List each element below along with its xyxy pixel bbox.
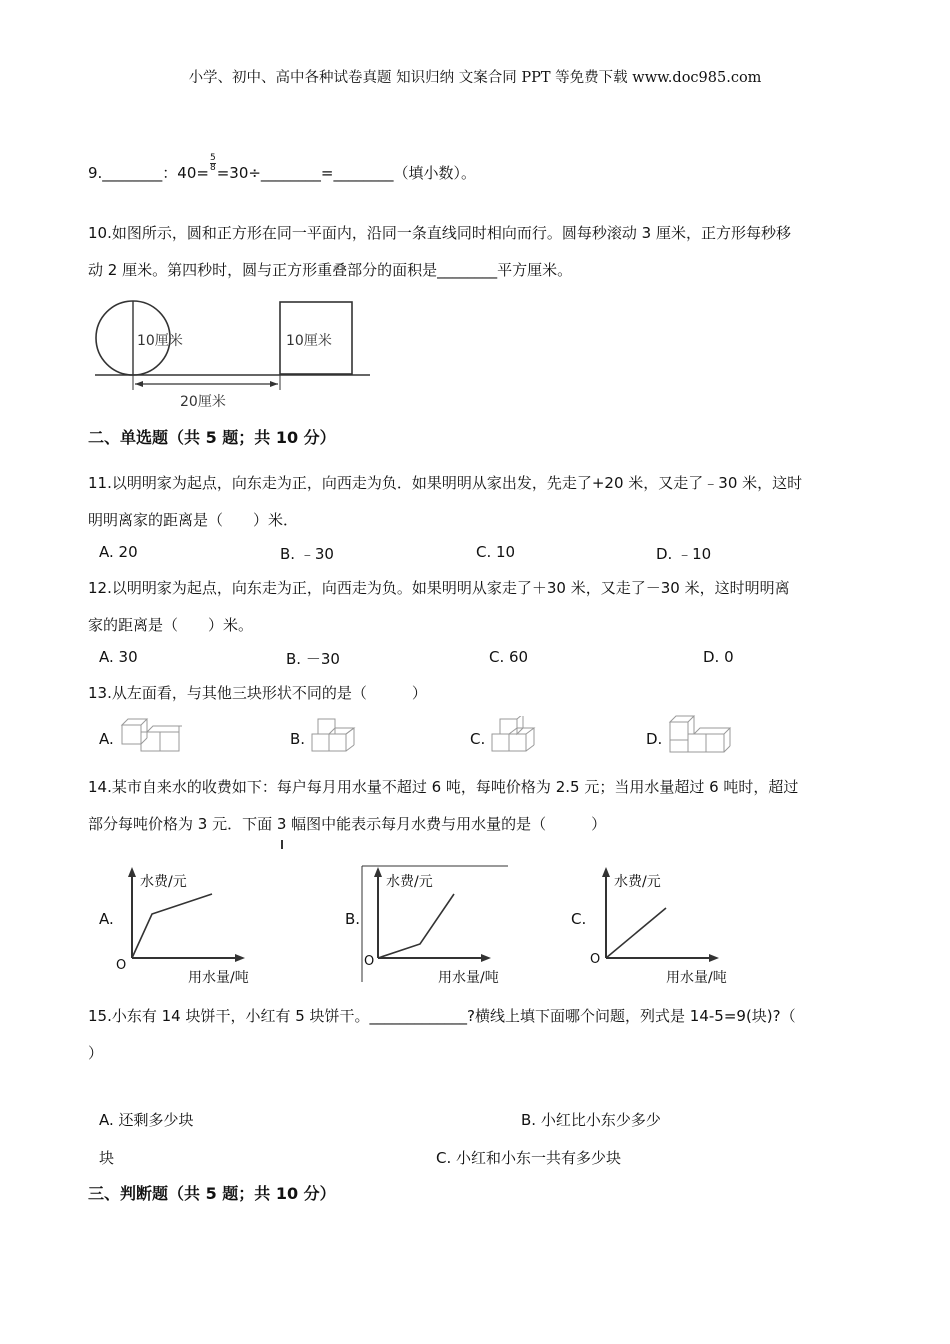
q10-figure (90, 296, 380, 412)
x-arrow-icon (481, 954, 491, 962)
y-arrow-icon (128, 867, 136, 877)
q15-line2: ） (88, 1044, 104, 1062)
square-side-label: 10厘米 (286, 333, 332, 349)
q13-option-b[interactable]: B. (290, 730, 306, 748)
q14-graph-a-xlabel: 用水量/吨 (188, 970, 249, 986)
q14-graph-c-xlabel: 用水量/吨 (666, 970, 727, 986)
q10-line2: 动 2 厘米。第四秒时，圆与正方形重叠部分的面积是________平方厘米。 (88, 261, 573, 279)
circle-diameter-label: 10厘米 (137, 333, 183, 349)
x-arrow-icon (235, 954, 245, 962)
q14-option-b[interactable]: B. (345, 910, 361, 928)
q11-line2: 明明离家的距离是（ ）米． (88, 511, 299, 529)
q14-graph-c-ylabel: 水费/元 (614, 874, 661, 890)
q13-option-c[interactable]: C. (470, 730, 486, 748)
q14-graph-b-ylabel: 水费/元 (386, 874, 433, 890)
arrow-left-icon (135, 381, 143, 387)
q14-graph-c-origin: O (590, 952, 601, 967)
q13-option-a[interactable]: A. (99, 730, 114, 748)
q13-option-d[interactable]: D. (646, 730, 663, 748)
q12-line2: 家的距离是（ ）米。 (88, 616, 254, 634)
q11-line1: 11.以明明家为起点，向东走为正，向西走为负．如果明明从家出发，先走了+20 米，又走了﹣30 米，这时 (88, 474, 803, 492)
q12-option-b[interactable]: B. －30 (286, 650, 340, 668)
q14-graph-b (358, 862, 518, 990)
q14-graph-b-origin: O (364, 954, 375, 969)
q13-cubes-d-icon (668, 714, 734, 754)
x-arrow-icon (709, 954, 719, 962)
q14-graph-c (586, 862, 746, 990)
q11-option-c[interactable]: C. 10 (476, 543, 516, 561)
section-2-title: 二、单选题（共 5 题；共 10 分） (88, 428, 336, 447)
q12-option-c[interactable]: C. 60 (489, 648, 529, 666)
section-3-title: 三、判断题（共 5 题；共 10 分） (88, 1184, 336, 1203)
q14-graph-a-origin: O (116, 958, 127, 973)
q13-cubes-c-icon (490, 716, 542, 754)
q14-option-a[interactable]: A. (99, 910, 114, 928)
q12-option-a[interactable]: A. 30 (99, 648, 138, 666)
q15-option-c[interactable]: C. 小红和小东一共有多少块 (436, 1149, 622, 1167)
q12-option-d[interactable]: D. 0 (703, 648, 734, 666)
q13-line1: 13.从左面看，与其他三块形状不同的是（ ） (88, 684, 427, 702)
q15-option-a[interactable]: A. 还剩多少块 (99, 1111, 194, 1129)
q9-fraction-denominator: 8 (209, 163, 216, 173)
q12-line1: 12.以明明家为起点，向东走为正，向西走为负。如果明明从家走了＋30 米，又走了－30 米，这时明明离 (88, 579, 790, 597)
q14-option-c[interactable]: C. (571, 910, 587, 928)
q9-fraction (210, 154, 216, 173)
y-arrow-icon (374, 867, 382, 877)
y-arrow-icon (602, 867, 610, 877)
q15-line1: 15.小东有 14 块饼干，小红有 5 块饼干。_____________?横线上填下面哪个问题，列式是 14-5=9(块)?（ (88, 1007, 796, 1025)
q14-graph-a-ylabel: 水费/元 (140, 874, 187, 890)
q11-option-d[interactable]: D. ﹣10 (656, 545, 712, 563)
q9-text-b: =30÷________=________（填小数）。 (216, 164, 476, 182)
q11-option-b[interactable]: B. ﹣30 (280, 545, 334, 563)
q14-line1: 14.某市自来水的收费如下：每户每月用水量不超过 6 吨，每吨价格为 2.5 元；当用水量超过 6 吨时，超过 (88, 778, 799, 796)
q10-line1: 10.如图所示，圆和正方形在同一平面内，沿同一条直线同时相向而行。圆每秒滚动 3 厘米，正方形每秒移 (88, 224, 791, 242)
page-header: 小学、初中、高中各种试卷真题 知识归纳 文案合同 PPT 等免费下载 www.doc985.com (188, 70, 762, 86)
q9-text-a: 9.________：40= (88, 164, 209, 182)
q13-cubes-a-icon (120, 716, 182, 754)
q13-cubes-b-icon (310, 716, 362, 754)
q11-option-a[interactable]: A. 20 (99, 543, 138, 561)
q9-fraction-numerator: 5 (209, 153, 216, 163)
q14-graph-a-line (132, 894, 212, 958)
q15-option-b[interactable]: B. 小红比小东少多少 (521, 1111, 661, 1129)
q14-graph-a (112, 862, 272, 990)
q15-option-b-continued: 块 (99, 1149, 115, 1167)
arrow-right-icon (270, 381, 278, 387)
q14-graph-b-xlabel: 用水量/吨 (438, 970, 499, 986)
q14-graph-c-line (606, 908, 666, 958)
stray-mark (281, 840, 283, 849)
question-9 (88, 153, 476, 183)
q14-line2: 部分每吨价格为 3 元．下面 3 幅图中能表示每月水费与用水量的是（ ） (88, 815, 607, 833)
q14-graph-b-line (378, 894, 454, 958)
distance-label: 20厘米 (180, 394, 226, 410)
